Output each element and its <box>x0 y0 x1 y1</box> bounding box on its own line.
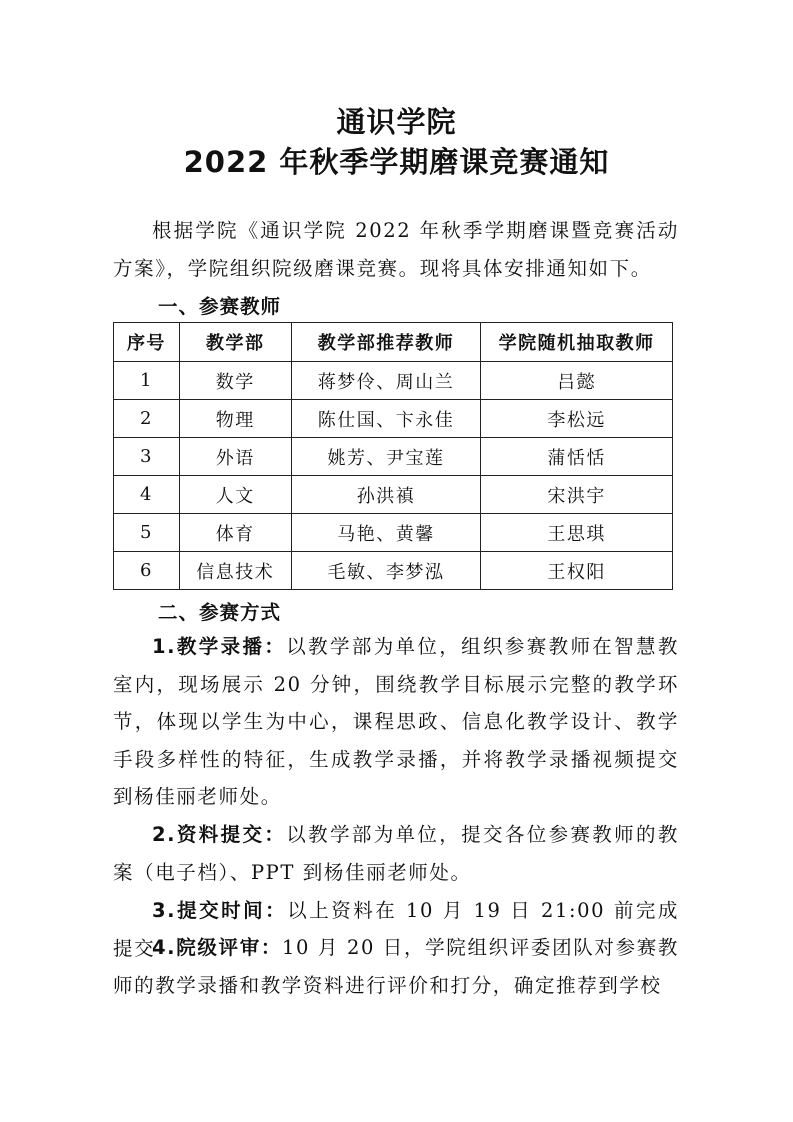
header-cell-random-teachers: 学院随机抽取教师 <box>481 323 673 362</box>
table-header-row <box>114 323 673 362</box>
header-cell-recommended-teachers: 教学部推荐教师 <box>291 323 481 362</box>
method-item-recording <box>113 628 679 816</box>
cell-random: 宋洪宇 <box>481 476 673 514</box>
cell-recommended: 马艳、黄馨 <box>291 514 481 552</box>
document-title-line1: 通识学院 <box>336 105 457 139</box>
cell-department: 数学 <box>179 362 291 400</box>
cell-department: 体育 <box>179 514 291 552</box>
table-row <box>114 362 673 400</box>
participant-table <box>113 322 673 590</box>
cell-department: 信息技术 <box>179 552 291 590</box>
method-text-materials: 以教学部为单位，提交各位参赛教师的教案（电子档）、PPT 到杨佳丽老师处。 <box>113 823 679 884</box>
method-item-review <box>113 929 679 1004</box>
cell-department: 物理 <box>179 400 291 438</box>
cell-index: 4 <box>114 476 180 514</box>
document-title-line2: 2022 年秋季学期磨课竞赛通知 <box>183 145 610 179</box>
cell-recommended: 陈仕国、卞永佳 <box>291 400 481 438</box>
cell-recommended: 孙洪禛 <box>291 476 481 514</box>
cell-recommended: 姚芳、尹宝莲 <box>291 438 481 476</box>
cell-recommended: 毛敏、李梦泓 <box>291 552 481 590</box>
table-row <box>114 552 673 590</box>
table-row <box>114 514 673 552</box>
table-row <box>114 476 673 514</box>
cell-index: 5 <box>114 514 180 552</box>
header-cell-index: 序号 <box>114 323 180 362</box>
cell-random: 王权阳 <box>481 552 673 590</box>
section1-heading: 一、参赛教师 <box>158 295 282 318</box>
cell-random: 蒲恬恬 <box>481 438 673 476</box>
method-label-materials: 2.资料提交： <box>152 823 287 846</box>
cell-department: 人文 <box>179 476 291 514</box>
cell-random: 吕懿 <box>481 362 673 400</box>
intro-paragraph: 根据学院《通识学院 2022 年秋季学期磨课暨竞赛活动方案》，学院组织院级磨课竞赛。现将具体安排通知如下。 <box>113 219 679 280</box>
method-label-review: 4.院级评审： <box>152 936 283 959</box>
method-text-review: 10 月 20 日，学院组织评委团队对参赛教师的教学录播和教学资料进行评价和打分，确定推荐到学校 <box>113 936 679 997</box>
cell-recommended: 蒋梦伶、周山兰 <box>291 362 481 400</box>
section2-heading: 二、参赛方式 <box>158 601 282 624</box>
table-row <box>114 438 673 476</box>
method-text-recording: 以教学部为单位，组织参赛教师在智慧教室内，现场展示 20 分钟，围绕教学目标展示完整的教学环节，体现以学生为中心，课程思政、信息化教学设计、教学手段多样性的特征，生成教学录播，并将教学录播视频提交到杨佳丽老师处。 <box>113 635 679 808</box>
method-item-materials <box>113 816 679 891</box>
cell-index: 3 <box>114 438 180 476</box>
cell-department: 外语 <box>179 438 291 476</box>
cell-random: 王思琪 <box>481 514 673 552</box>
method-label-recording: 1.教学录播： <box>152 635 287 658</box>
cell-random: 李松远 <box>481 400 673 438</box>
cell-index: 2 <box>114 400 180 438</box>
method-text-deadline: 以上资料在 10 月 19 日 21:00 前完成提交 <box>113 899 679 960</box>
method-label-deadline: 3.提交时间： <box>152 899 288 922</box>
header-cell-department: 教学部 <box>179 323 291 362</box>
cell-index: 6 <box>114 552 180 590</box>
cell-index: 1 <box>114 362 180 400</box>
table-row <box>114 400 673 438</box>
